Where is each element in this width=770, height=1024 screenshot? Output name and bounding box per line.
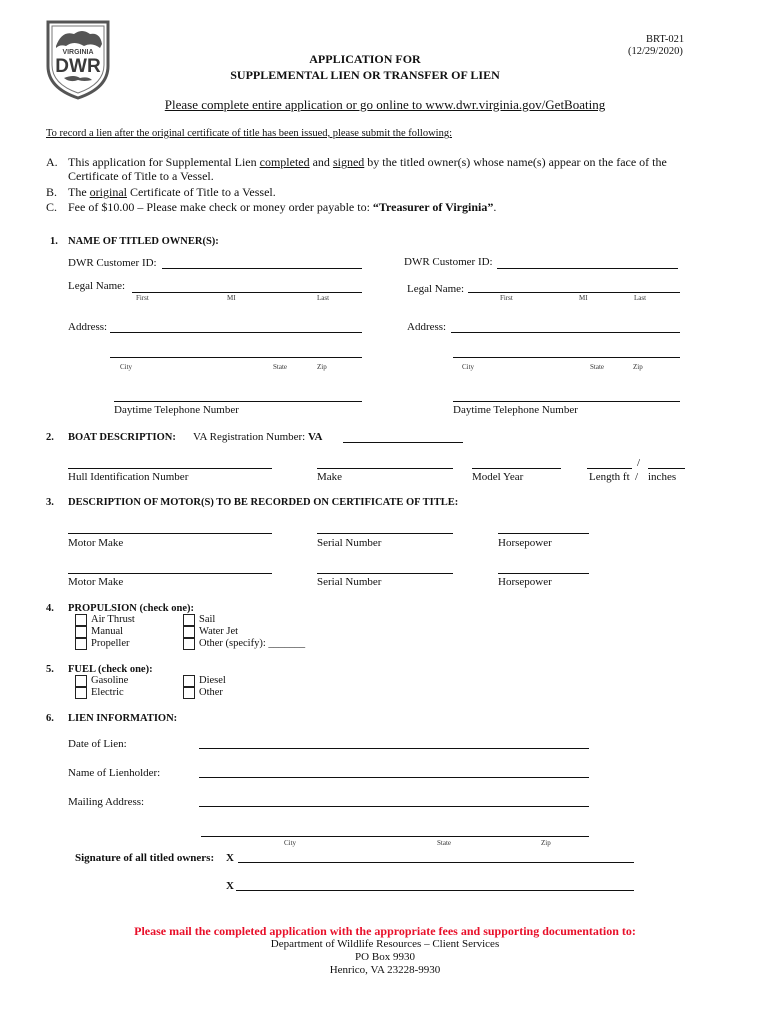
mailing-address-line2: PO Box 9930 bbox=[355, 951, 415, 963]
owner1-zip-caption: Zip bbox=[317, 363, 327, 371]
length-ft-label: Length ft bbox=[589, 471, 630, 483]
owner1-phone-field[interactable] bbox=[114, 401, 362, 402]
propulsion-other-label: Other (specify): _______ bbox=[199, 638, 306, 649]
motor1-serial-label: Serial Number bbox=[317, 537, 382, 549]
lienholder-name-label: Name of Lienholder: bbox=[68, 767, 161, 779]
item-b-letter: B. bbox=[46, 185, 58, 199]
hull-id-label: Hull Identification Number bbox=[68, 471, 189, 483]
motor1-horsepower-field[interactable] bbox=[498, 533, 589, 534]
lienholder-name-field[interactable] bbox=[199, 777, 589, 778]
length-slash: / bbox=[637, 457, 641, 469]
logo-main-text: DWR bbox=[55, 56, 101, 77]
section-4-number: 4. bbox=[46, 603, 54, 614]
section-4-heading: PROPULSION (check one): bbox=[68, 603, 194, 614]
owner1-customer-id-field[interactable] bbox=[162, 268, 362, 269]
hull-id-field[interactable] bbox=[68, 468, 272, 469]
section-2-number: 2. bbox=[46, 432, 54, 443]
item-b-text: The original Certificate of Title to a Vessel. bbox=[68, 185, 276, 199]
owner2-name-last-caption: Last bbox=[634, 294, 647, 302]
section-3-number: 3. bbox=[46, 497, 54, 508]
owner1-legal-name-field[interactable] bbox=[132, 292, 362, 293]
section-1-heading: NAME OF TITLED OWNER(S): bbox=[68, 236, 219, 247]
make-field[interactable] bbox=[317, 468, 453, 469]
mailing-address-line1: Department of Wildlife Resources – Client Services bbox=[270, 938, 500, 950]
propulsion-other-checkbox[interactable] bbox=[183, 638, 195, 650]
owner1-customer-id-label: DWR Customer ID: bbox=[68, 257, 157, 269]
propulsion-air-thrust-checkbox[interactable] bbox=[75, 614, 87, 626]
owner1-city-caption: City bbox=[120, 363, 133, 371]
section-5-heading: FUEL (check one): bbox=[68, 664, 153, 675]
form-date: (12/29/2020) bbox=[628, 46, 683, 57]
owner2-address-field[interactable] bbox=[451, 332, 680, 333]
owner2-phone-label: Daytime Telephone Number bbox=[453, 404, 578, 416]
motor2-horsepower-label: Horsepower bbox=[498, 576, 552, 588]
owner2-name-mi-caption: MI bbox=[579, 294, 588, 302]
page-title-line1: APPLICATION FOR bbox=[309, 52, 421, 66]
owner2-name-first-caption: First bbox=[500, 294, 513, 302]
owner2-state-caption: State bbox=[590, 363, 604, 371]
page-subtitle: Please complete entire application or go online to www.dwr.virginia.gov/GetBoating bbox=[164, 97, 606, 112]
item-a-letter: A. bbox=[46, 155, 58, 169]
section-1-number: 1. bbox=[50, 236, 58, 247]
mailing-address-line3: Henrico, VA 23228-9930 bbox=[329, 964, 441, 976]
section-6-number: 6. bbox=[46, 713, 54, 724]
propulsion-air-thrust-label: Air Thrust bbox=[91, 614, 135, 625]
propulsion-water-jet-checkbox[interactable] bbox=[183, 626, 195, 638]
motor2-make-field[interactable] bbox=[68, 573, 272, 574]
propulsion-water-jet-label: Water Jet bbox=[199, 626, 239, 637]
owner1-name-last-caption: Last bbox=[317, 294, 330, 302]
item-a-text: This application for Supplemental Lien completed and signed by the titled owner(s) whose name(s) appear on the face of the bbox=[68, 155, 667, 169]
propulsion-propeller-label: Propeller bbox=[91, 638, 130, 649]
propulsion-manual-label: Manual bbox=[91, 626, 124, 637]
fuel-gasoline-label: Gasoline bbox=[91, 675, 129, 686]
va-registration-field[interactable] bbox=[343, 442, 463, 443]
signature1-field[interactable] bbox=[238, 862, 634, 863]
fuel-electric-checkbox[interactable] bbox=[75, 687, 87, 699]
fuel-diesel-label: Diesel bbox=[199, 675, 226, 686]
signature-label: Signature of all titled owners: bbox=[75, 852, 215, 864]
owner1-name-mi-caption: MI bbox=[227, 294, 236, 302]
fuel-other-label: Other bbox=[199, 687, 223, 698]
form-number: BRT-021 bbox=[646, 34, 685, 45]
propulsion-sail-checkbox[interactable] bbox=[183, 614, 195, 626]
signature2-field[interactable] bbox=[236, 890, 634, 891]
logo-top-text: VIRGINIA bbox=[62, 49, 94, 56]
owner1-state-caption: State bbox=[273, 363, 287, 371]
fuel-gasoline-checkbox[interactable] bbox=[75, 675, 87, 687]
owner1-city-state-zip-field[interactable] bbox=[110, 357, 362, 358]
lienholder-address-field[interactable] bbox=[199, 806, 589, 807]
section-6-heading: LIEN INFORMATION: bbox=[68, 713, 178, 724]
owner1-address-label: Address: bbox=[68, 321, 108, 333]
va-registration-label: VA Registration Number: VA bbox=[193, 431, 323, 443]
motor1-make-label: Motor Make bbox=[68, 537, 124, 549]
lienholder-zip-caption: Zip bbox=[541, 839, 551, 847]
owner2-zip-caption: Zip bbox=[633, 363, 643, 371]
signature2-mark: X bbox=[226, 880, 234, 892]
owner2-address-label: Address: bbox=[407, 321, 447, 333]
item-c-text: Fee of $10.00 – Please make check or money order payable to: “Treasurer of Virginia”. bbox=[68, 200, 497, 214]
model-year-field[interactable] bbox=[472, 468, 561, 469]
owner1-address-field[interactable] bbox=[110, 332, 362, 333]
intro-instruction: To record a lien after the original certificate of title has been issued, please submit the following: bbox=[46, 128, 452, 139]
item-c-letter: C. bbox=[46, 200, 58, 214]
owner1-name-first-caption: First bbox=[136, 294, 149, 302]
owner2-legal-name-label: Legal Name: bbox=[407, 283, 465, 295]
lienholder-address-label: Mailing Address: bbox=[68, 796, 145, 808]
signature1-mark: X bbox=[226, 852, 234, 864]
motor1-serial-field[interactable] bbox=[317, 533, 453, 534]
motor2-serial-label: Serial Number bbox=[317, 576, 382, 588]
motor1-horsepower-label: Horsepower bbox=[498, 537, 552, 549]
length-slash-2: / bbox=[635, 471, 639, 483]
model-year-label: Model Year bbox=[472, 471, 524, 483]
motor1-make-field[interactable] bbox=[68, 533, 272, 534]
owner2-customer-id-label: DWR Customer ID: bbox=[404, 256, 493, 268]
lien-date-label: Date of Lien: bbox=[68, 738, 127, 750]
lienholder-city-state-zip-field[interactable] bbox=[201, 836, 589, 837]
owner2-customer-id-field[interactable] bbox=[497, 268, 678, 269]
section-5-number: 5. bbox=[46, 664, 54, 675]
motor2-make-label: Motor Make bbox=[68, 576, 124, 588]
lienholder-city-caption: City bbox=[284, 839, 297, 847]
length-inches-field[interactable] bbox=[648, 468, 685, 469]
dwr-shield-logo-icon bbox=[44, 16, 112, 100]
section-3-heading: DESCRIPTION OF MOTOR(S) TO BE RECORDED ON CERTIFICATE OF TITLE: bbox=[68, 497, 459, 508]
propulsion-propeller-checkbox[interactable] bbox=[75, 638, 87, 650]
owner2-phone-field[interactable] bbox=[453, 401, 680, 402]
motor2-serial-field[interactable] bbox=[317, 573, 453, 574]
owner2-legal-name-field[interactable] bbox=[468, 292, 680, 293]
propulsion-manual-checkbox[interactable] bbox=[75, 626, 87, 638]
owner1-legal-name-label: Legal Name: bbox=[68, 280, 126, 292]
owner2-city-caption: City bbox=[462, 363, 475, 371]
lien-date-field[interactable] bbox=[199, 748, 589, 749]
make-label: Make bbox=[317, 471, 343, 483]
length-inches-label: inches bbox=[648, 471, 677, 483]
fuel-other-checkbox[interactable] bbox=[183, 687, 195, 699]
page-title-line2: SUPPLEMENTAL LIEN OR TRANSFER OF LIEN bbox=[230, 68, 500, 82]
fuel-electric-label: Electric bbox=[91, 687, 124, 698]
mailing-notice: Please mail the completed application with the appropriate fees and supporting documentation to: bbox=[134, 924, 636, 938]
section-2-heading: BOAT DESCRIPTION: bbox=[68, 432, 176, 443]
owner1-phone-label: Daytime Telephone Number bbox=[114, 404, 239, 416]
propulsion-sail-label: Sail bbox=[199, 614, 216, 625]
item-a-text-line2: Certificate of Title to a Vessel. bbox=[68, 169, 214, 183]
fuel-diesel-checkbox[interactable] bbox=[183, 675, 195, 687]
motor2-horsepower-field[interactable] bbox=[498, 573, 589, 574]
owner2-city-state-zip-field[interactable] bbox=[453, 357, 680, 358]
length-ft-field[interactable] bbox=[587, 468, 632, 469]
lienholder-state-caption: State bbox=[437, 839, 451, 847]
